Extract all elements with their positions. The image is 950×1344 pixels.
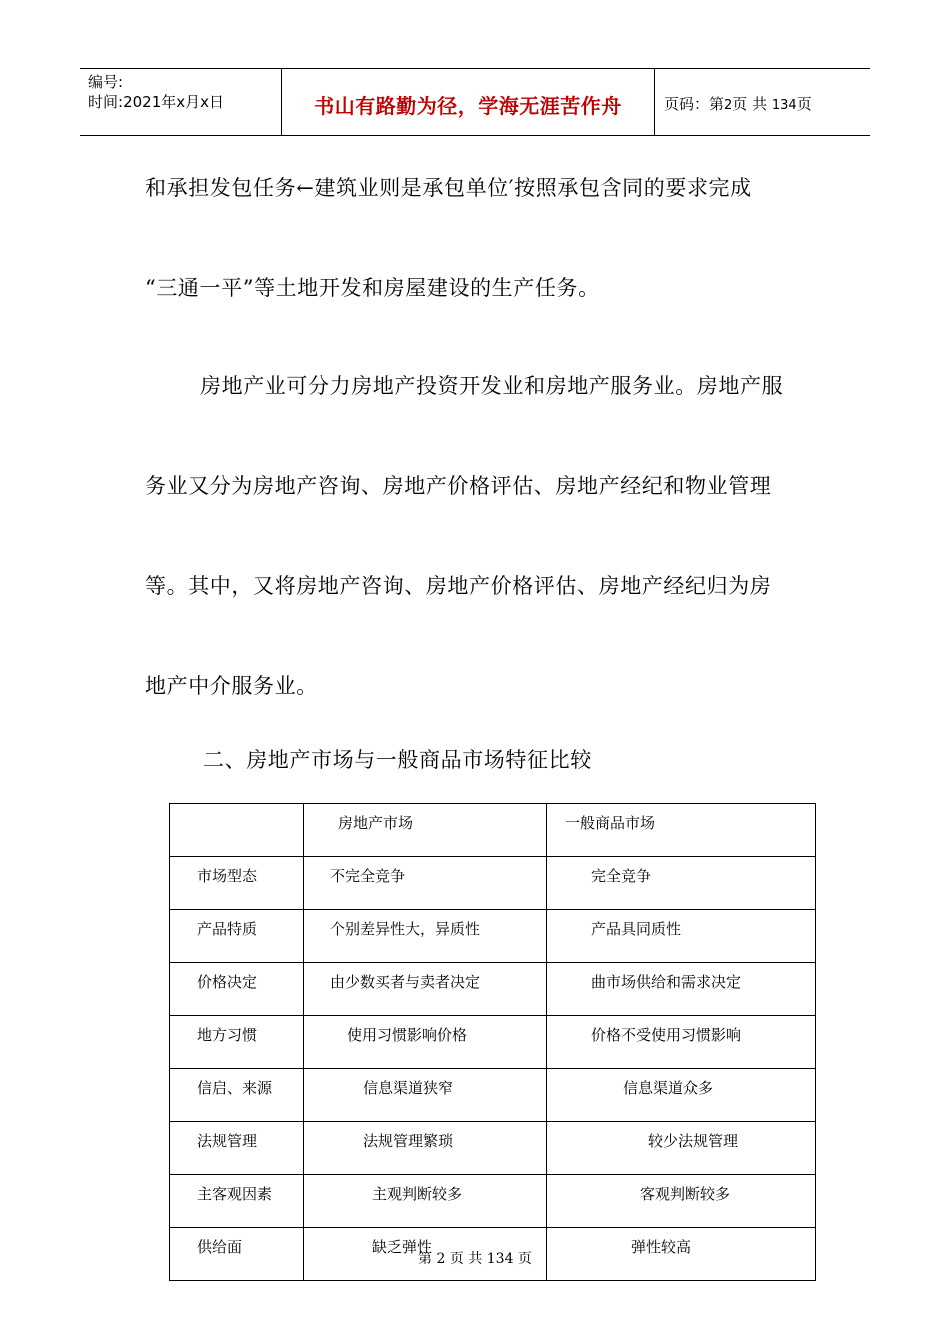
comparison-table	[169, 803, 816, 1281]
page-footer: 第 2 页 共 134 页	[418, 1251, 532, 1267]
table-cell-feature: 信启、来源	[170, 1069, 304, 1122]
table-cell-feature: 产品特质	[170, 910, 304, 963]
table-cell-feature: 法规管理	[170, 1122, 304, 1175]
table-cell-general: 较少法规管理	[547, 1122, 816, 1175]
table-cell-real-estate: 不完全竞争	[304, 857, 547, 910]
body-line-6: 地产中介服务业。	[145, 674, 318, 698]
section-heading: 二、房地产市场与一般商品市场特征比较	[203, 748, 592, 772]
table-cell-feature: 地方习惯	[170, 1016, 304, 1069]
table-cell-real-estate: 由少数买者与卖者决定	[304, 963, 547, 1016]
table-cell-feature: 市场型态	[170, 857, 304, 910]
header-divider-right	[654, 68, 655, 135]
body-line-3: 房地产业可分力房地产投资开发业和房地产服务业。房地产服	[200, 374, 784, 398]
header-page-suffix: 页	[796, 95, 812, 113]
table-header-row	[170, 804, 816, 857]
table-cell-real-estate: 缺乏弹性	[304, 1228, 547, 1281]
table-row	[170, 963, 816, 1016]
table-cell-real-estate: 信息渠道狭窄	[304, 1069, 547, 1122]
header-motto: 书山有路勤为径，学海无涯苦作舟	[314, 94, 622, 118]
table-row	[170, 1122, 816, 1175]
table-row	[170, 910, 816, 963]
table-cell-real-estate: 使用习惯影响价格	[304, 1016, 547, 1069]
table-header-cell-empty	[170, 804, 304, 857]
body-line-5: 等。其中，又将房地产咨询、房地产价格评估、房地产经纪归为房	[145, 574, 772, 598]
table-row	[170, 857, 816, 910]
table-cell-general: 价格不受使用习惯影响	[547, 1016, 816, 1069]
header-bottom-rule	[80, 135, 870, 136]
table-cell-feature: 主客观因素	[170, 1175, 304, 1228]
table-header-real-estate: 房地产市场	[304, 804, 547, 857]
table-row	[170, 1069, 816, 1122]
body-line-4: 务业又分为房地产咨询、房地产价格评估、房地产经纪和物业管理	[145, 474, 772, 498]
table-cell-real-estate: 法规管理繁琐	[304, 1122, 547, 1175]
header-page-total: 134	[771, 98, 797, 113]
header-code-label: 编号:	[88, 73, 124, 91]
header-page-current: 2	[724, 98, 733, 113]
body-line-1: 和承担发包任务←建筑业则是承包单位′按照承包含同的要求完成	[145, 176, 752, 200]
header-date	[88, 92, 224, 112]
header-page-prefix: 页码：第	[664, 95, 725, 113]
table-cell-general: 产品具同质性	[547, 910, 816, 963]
table-cell-general: 完全竞争	[547, 857, 816, 910]
table-cell-real-estate: 个别差异性大，异质性	[304, 910, 547, 963]
table-cell-real-estate: 主观判断较多	[304, 1175, 547, 1228]
header-date-value: 2021年x月x日	[123, 93, 224, 111]
table-cell-general: 曲市场供给和需求决定	[547, 963, 816, 1016]
header-page-mid: 页 共	[732, 95, 768, 113]
header-top-rule	[80, 68, 870, 69]
body-line-2: “三通一平”等土地开发和房屋建设的生产任务。	[145, 276, 600, 300]
table-cell-feature: 价格决定	[170, 963, 304, 1016]
header-page-info	[664, 93, 812, 114]
table-cell-general: 客观判断较多	[547, 1175, 816, 1228]
table-row	[170, 1175, 816, 1228]
table-row	[170, 1016, 816, 1069]
table-cell-general: 信息渠道众多	[547, 1069, 816, 1122]
table-header-general-goods: 一般商品市场	[547, 804, 816, 857]
table-cell-general: 弹性较高	[547, 1228, 816, 1281]
header-meta	[88, 72, 224, 112]
table-cell-feature: 供给面	[170, 1228, 304, 1281]
header-date-label: 时间:	[88, 93, 124, 111]
